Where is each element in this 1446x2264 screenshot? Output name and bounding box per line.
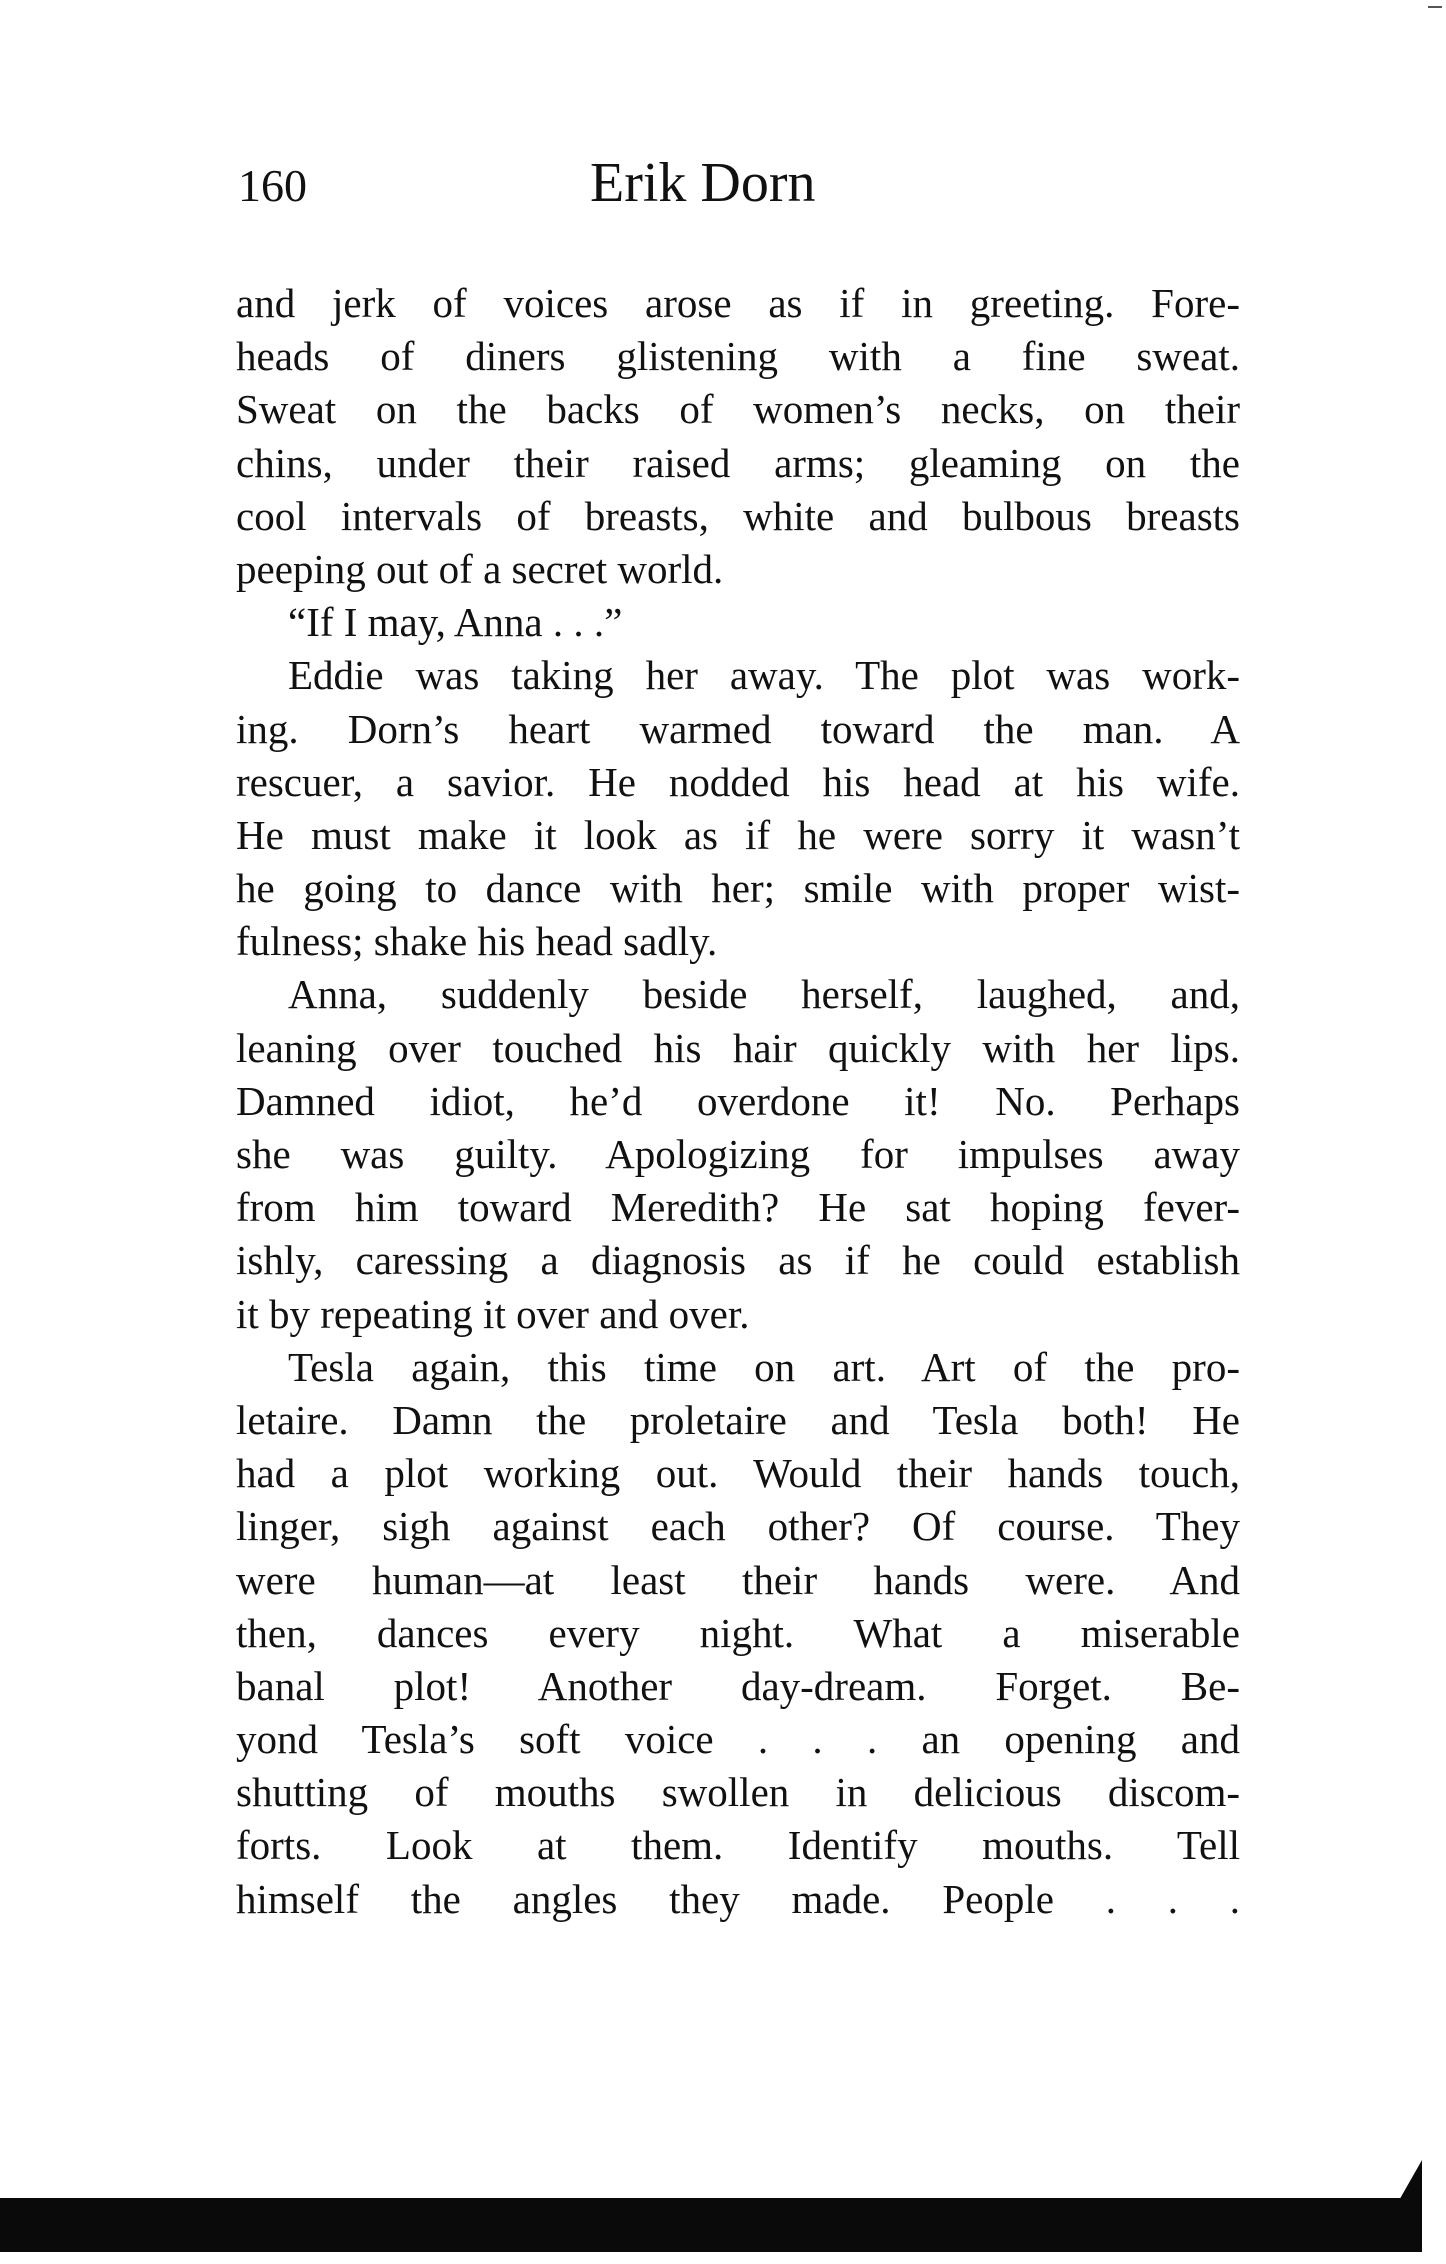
- text-line: letaire. Damn the proletaire and Tesla both! He: [236, 1396, 1240, 1443]
- text-line: Damned idiot, he’d overdone it! No. Perhaps: [236, 1077, 1240, 1124]
- text-line: yond Tesla’s soft voice . . . an opening and: [236, 1716, 1240, 1763]
- text-line: it by repeating it over and over.: [236, 1290, 750, 1337]
- text-line: ishly, caressing a diagnosis as if he could establish: [236, 1237, 1240, 1284]
- text-line: he going to dance with her; smile with proper wist-: [236, 865, 1240, 912]
- text-line: He must make it look as if he were sorry it wasn’t: [236, 811, 1240, 858]
- page-header: [0, 150, 1446, 220]
- text-line: fulness; shake his head sadly.: [236, 918, 718, 965]
- corner-mark: [1428, 6, 1442, 8]
- text-line: forts. Look at them. Identify mouths. Tell: [236, 1822, 1240, 1869]
- text-line: linger, sigh against each other? Of course. They: [236, 1503, 1240, 1550]
- text-line: banal plot! Another day-dream. Forget. Be-: [236, 1662, 1240, 1709]
- text-line: himself the angles they made. People . . .: [236, 1875, 1240, 1922]
- text-line: ing. Dorn’s heart warmed toward the man. A: [236, 705, 1240, 752]
- text-line: were human—at least their hands were. And: [236, 1556, 1240, 1603]
- running-head: Erik Dorn: [590, 152, 816, 214]
- text-line: shutting of mouths swollen in delicious discom-: [236, 1769, 1240, 1816]
- text-line: cool intervals of breasts, white and bulbous breasts: [236, 492, 1240, 539]
- text-line: Tesla again, this time on art. Art of the pro-: [288, 1343, 1240, 1390]
- text-line: she was guilty. Apologizing for impulses away: [236, 1131, 1240, 1177]
- text-line: then, dances every night. What a miserable: [236, 1609, 1240, 1656]
- text-line: rescuer, a savior. He nodded his head at his wife.: [236, 758, 1240, 805]
- scan-edge-bar-corner: [1400, 2160, 1422, 2252]
- text-line: Eddie was taking her away. The plot was work-: [288, 652, 1240, 699]
- text-line: “If I may, Anna . . .”: [288, 599, 623, 646]
- text-line: had a plot working out. Would their hands touch,: [236, 1450, 1240, 1497]
- body-text: [236, 277, 1240, 1926]
- text-line: heads of diners glistening with a fine sweat.: [236, 333, 1240, 380]
- text-line: Sweat on the backs of women’s necks, on their: [236, 386, 1240, 433]
- text-line: from him toward Meredith? He sat hoping fever-: [236, 1184, 1240, 1231]
- text-line: Anna, suddenly beside herself, laughed, and,: [288, 971, 1240, 1018]
- scan-edge-bar: [0, 2198, 1420, 2252]
- text-line: chins, under their raised arms; gleaming on the: [236, 439, 1240, 486]
- page-number: 160: [238, 160, 307, 211]
- text-line: and jerk of voices arose as if in greeting. Fore-: [236, 280, 1240, 326]
- text-line: leaning over touched his hair quickly with her lips.: [236, 1024, 1240, 1071]
- text-line: peeping out of a secret world.: [236, 545, 724, 592]
